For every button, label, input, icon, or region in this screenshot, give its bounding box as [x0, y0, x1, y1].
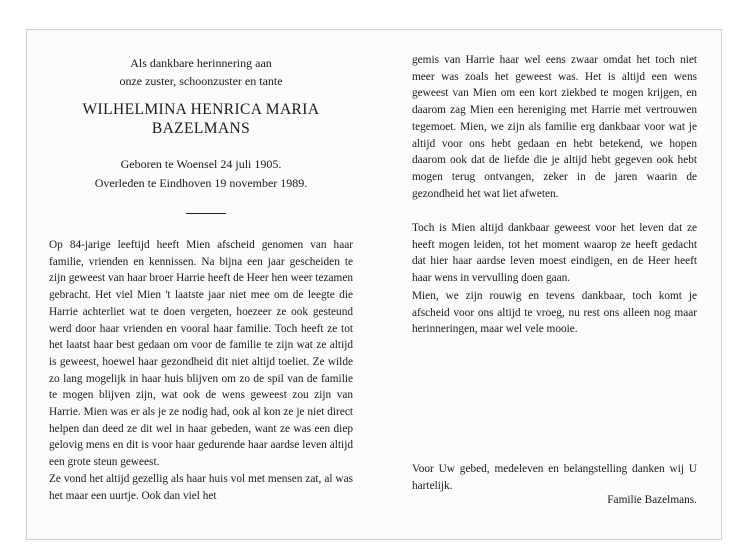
life-dates: [49, 155, 353, 193]
left-paragraph-1: Op 84-jarige leeftijd heeft Mien afscheid genomen van haar familie, vrienden en kennissen. Na bijna een jaar gescheiden te zijn geweest van haar broer Harrie heeft de Heer hen weer tezamen gebracht. Het viel Mien 't laatste jaar niet mee om de leegte die Harrie achterliet wat te doen vergeten, hoezeer ze ook gesteund werd door haar vrienden en vooral haar familie. Toch heeft ze tot het laatst haar best gedaan om voor de familie te zijn wat ze altijd is geweest, hoewel haar gezondheid dit niet altijd toeliet. Ze wilde zo lang mogelijk in haar huis blijven om zo de spil van de familie te mogen blijven zijn, wat ook de wens geweest zou zijn van Harrie. Mien was er als je ze nodig had, ook al kon ze je niet direct helpen dan deed ze dit wel in haar gebeden, want ze was een diep gelovig mens en dit is voor haar gedurende haar aardse leven altijd een grote steun geweest.: [49, 239, 353, 469]
left-body: [49, 237, 353, 504]
intro-line-2: onze zuster, schoonzuster en tante: [119, 73, 283, 88]
right-paragraph-1: gemis van Harrie haar wel eens zwaar omdat het toch niet meer was zoals het geweest was. Het is altijd een wens geweest van Mien om een kort ziekbed te mogen krijgen, en daarom zag Mien een hereniging met Harrie met vertrouwen tegemoet. Mien, we zijn als familie erg dankbaar voor wat je altijd voor ons hebt gedaan en hebt betekend, we hopen daarom ook dat de liefde die je altijd hebt gegeven ook hebt mogen terug ontvangen, zeker in de jaren waarin de gezondheid het wat liet afweten.: [412, 54, 697, 200]
intro-text: [49, 55, 353, 90]
family-signature: Familie Bazelmans.: [607, 494, 697, 506]
right-paragraph-3: Mien, we zijn rouwig en tevens dankbaar, toch komt je afscheid voor ons altijd te vroeg, nu rest ons alleen nog maar herinneringen, maar wel vele mooie.: [412, 290, 697, 336]
right-paragraph-2: Toch is Mien altijd dankbaar geweest voor het leven dat ze heeft mogen leiden, tot het moment waarop ze heeft gedacht dat hier haar aardse leven moest eindigen, en de Heer heeft haar wens in vervulling doen gaan.: [412, 222, 697, 285]
name-line-2: BAZELMANS: [151, 120, 251, 137]
name-line-1: WILHELMINA HENRICA MARIA: [82, 101, 320, 118]
birth-date: Geboren te Woensel 24 juli 1905.: [120, 157, 282, 171]
memorial-card: [26, 29, 722, 540]
thanks-text: Voor Uw gebed, medeleven en belangstelling danken wij U hartelijk.: [412, 463, 697, 492]
divider-rule: [186, 213, 226, 214]
intro-line-1: Als dankbare herinnering aan: [130, 56, 272, 70]
deceased-name: [49, 100, 353, 138]
death-date: Overleden te Eindhoven 19 november 1989.: [94, 176, 308, 190]
left-paragraph-2: Ze vond het altijd gezellig als haar huis vol met mensen zat, al was het maar een uurtje. Ook dan viel het: [49, 472, 353, 502]
